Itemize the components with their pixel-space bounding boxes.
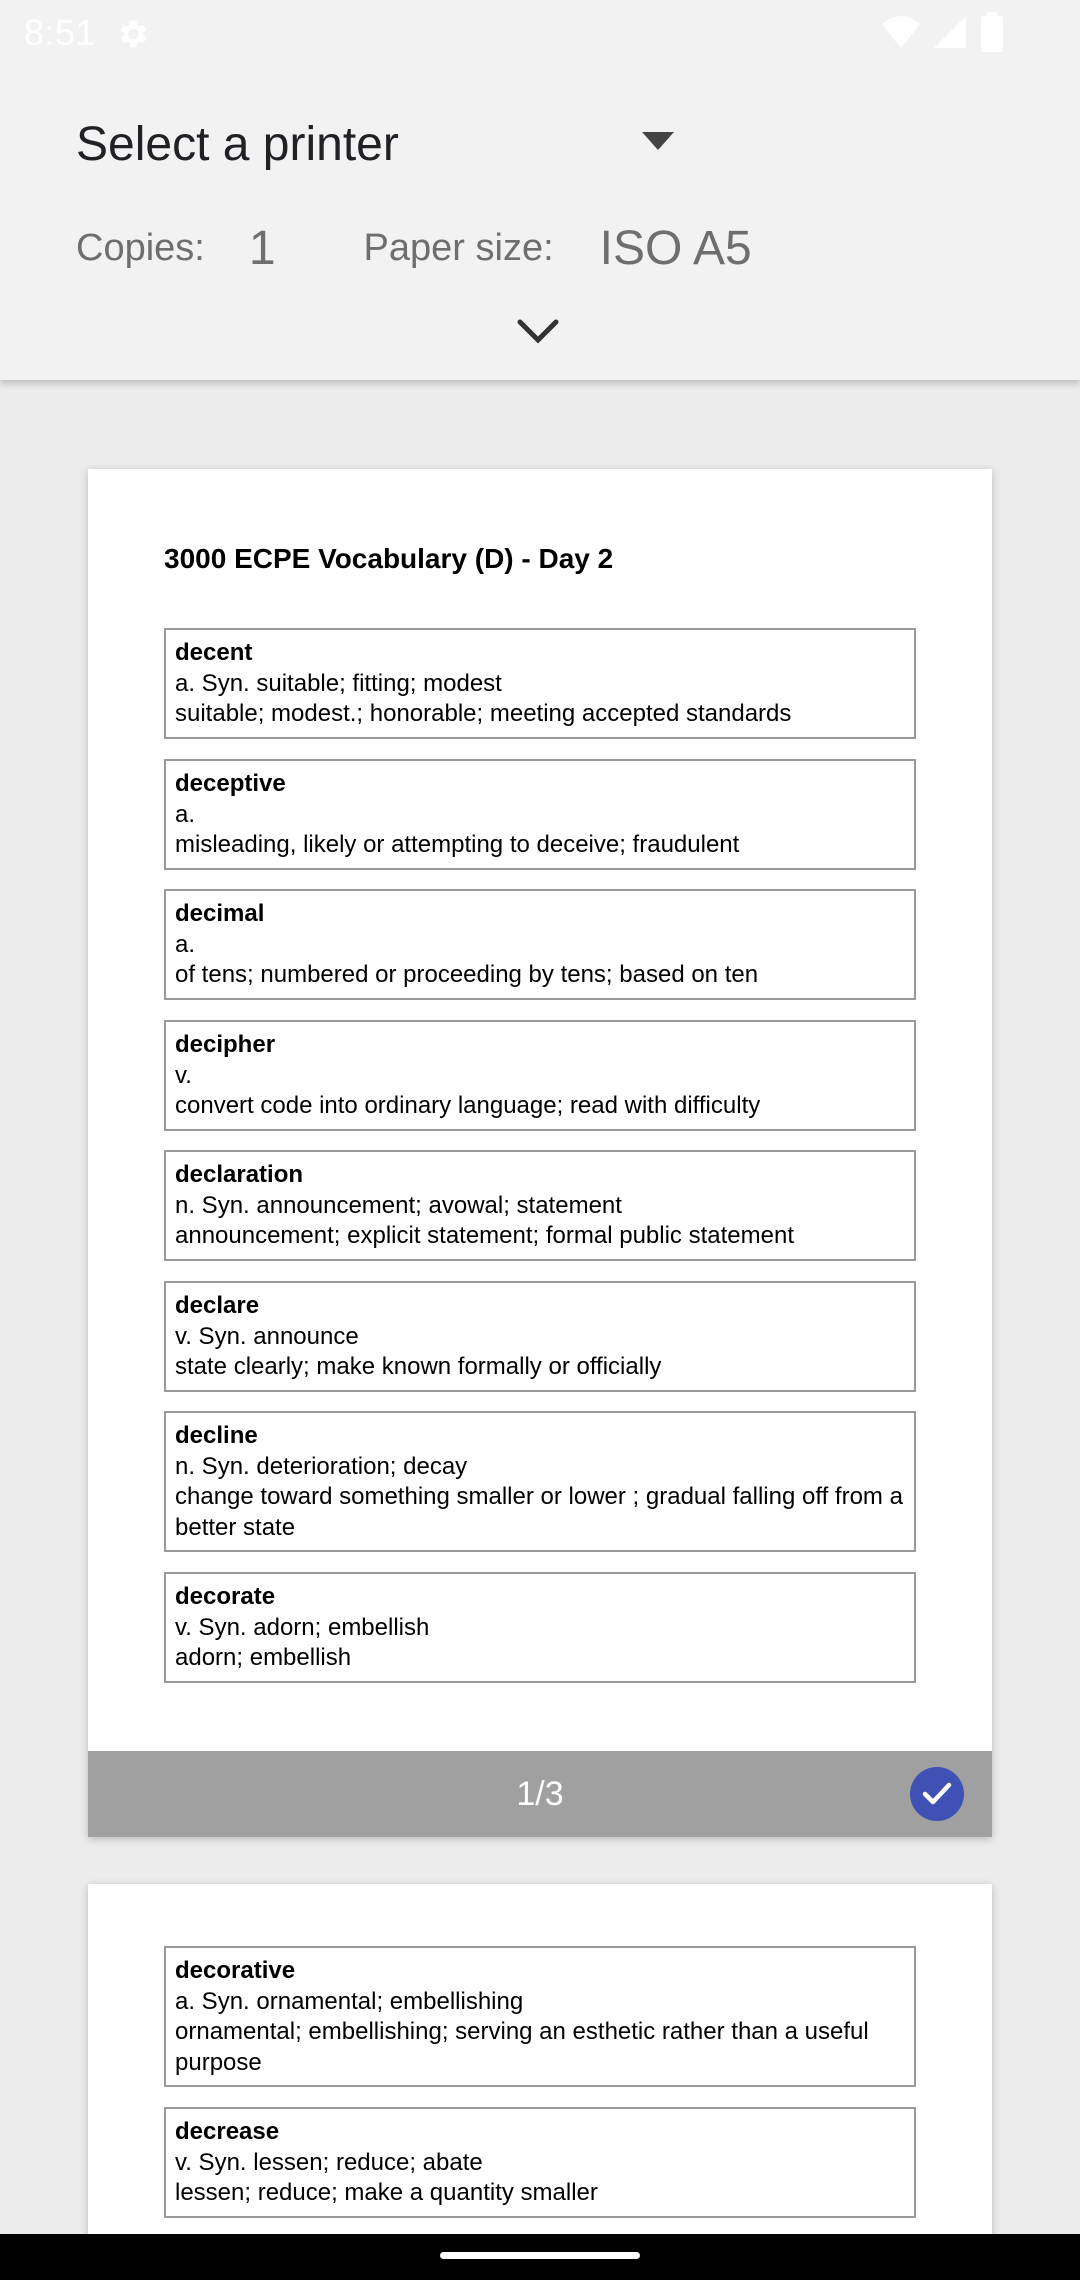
page-selected-checkbox[interactable] (910, 1767, 964, 1821)
paper-size-value: ISO A5 (599, 221, 752, 275)
signal-icon (932, 14, 968, 50)
entry-type: a. Syn. ornamental; embellishing (175, 1987, 524, 2015)
entry-type: v. Syn. announce (175, 1322, 359, 1350)
entry-type: a. (175, 930, 196, 958)
battery-icon (980, 12, 1004, 52)
entry-word: decent (175, 639, 253, 666)
vocab-entry (164, 1572, 916, 1683)
print-options-panel (0, 0, 1080, 380)
entry-type: v. Syn. lessen; reduce; abate (175, 2148, 483, 2176)
entry-definition: of tens; numbered or proceeding by tens; based on ten (175, 961, 759, 988)
entry-word: declaration (175, 1161, 304, 1188)
gear-icon (114, 16, 150, 52)
options-summary (76, 218, 752, 278)
page-number: 1/3 (516, 1774, 564, 1813)
copies-label: Copies: (76, 226, 205, 269)
entry-definition: state clearly; make known formally or officially (175, 1353, 662, 1380)
entry-word: deceptive (175, 770, 286, 797)
entry-word: decimal (175, 900, 265, 927)
expand-options-chevron-icon[interactable] (512, 314, 564, 348)
copies-value: 1 (248, 221, 276, 275)
paper-size-label: Paper size: (363, 226, 554, 269)
vocab-entry (164, 1020, 916, 1131)
status-bar (0, 0, 1080, 64)
preview-page-1[interactable] (88, 469, 992, 1837)
dropdown-arrow-icon (642, 132, 674, 152)
entry-type: n. Syn. deterioration; decay (175, 1452, 468, 1480)
status-time: 8:51 (24, 12, 97, 53)
entry-type: n. Syn. announcement; avowal; statement (175, 1191, 622, 1219)
entry-type: v. Syn. adorn; embellish (175, 1613, 430, 1641)
vocab-entry (164, 1281, 916, 1392)
wifi-icon (880, 14, 922, 50)
entry-word: decline (175, 1422, 258, 1449)
entry-definition: change toward something smaller or lower ; gradual falling off from a better state (175, 1483, 903, 1541)
vocab-entry (164, 1946, 916, 2087)
vocab-entry (164, 759, 916, 870)
vocab-entry (164, 1150, 916, 1261)
check-icon (922, 1781, 952, 1807)
printer-dropdown[interactable] (76, 108, 686, 180)
entry-type: v. (175, 1061, 192, 1089)
vocab-entry (164, 889, 916, 1000)
entry-word: decorate (175, 1583, 276, 1610)
preview-page-2[interactable] (88, 1884, 992, 2280)
vocab-entry (164, 2107, 916, 2218)
entry-definition: convert code into ordinary language; read with difficulty (175, 1092, 761, 1119)
entry-definition: announcement; explicit statement; formal public statement (175, 1222, 794, 1249)
entry-word: declare (175, 1292, 260, 1319)
vocab-entry (164, 1411, 916, 1552)
home-gesture-handle[interactable] (440, 2252, 640, 2259)
document-title: 3000 ECPE Vocabulary (D) - Day 2 (164, 543, 614, 574)
entry-word: decorative (175, 1957, 296, 1984)
entry-word: decrease (175, 2118, 280, 2145)
entry-definition: suitable; modest.; honorable; meeting accepted standards (175, 700, 792, 727)
entry-definition: ornamental; embellishing; serving an esthetic rather than a useful purpose (175, 2018, 869, 2076)
entry-type: a. Syn. suitable; fitting; modest (175, 669, 502, 697)
entry-word: decipher (175, 1031, 276, 1058)
vocab-entry (164, 628, 916, 739)
entry-definition: adorn; embellish (175, 1644, 352, 1671)
entry-definition: misleading, likely or attempting to deceive; fraudulent (175, 831, 740, 858)
entry-type: a. (175, 800, 196, 828)
entry-definition: lessen; reduce; make a quantity smaller (175, 2179, 598, 2206)
navigation-bar (0, 2234, 1080, 2280)
printer-select-label: Select a printer (76, 117, 399, 171)
page-footer (88, 1751, 992, 1837)
